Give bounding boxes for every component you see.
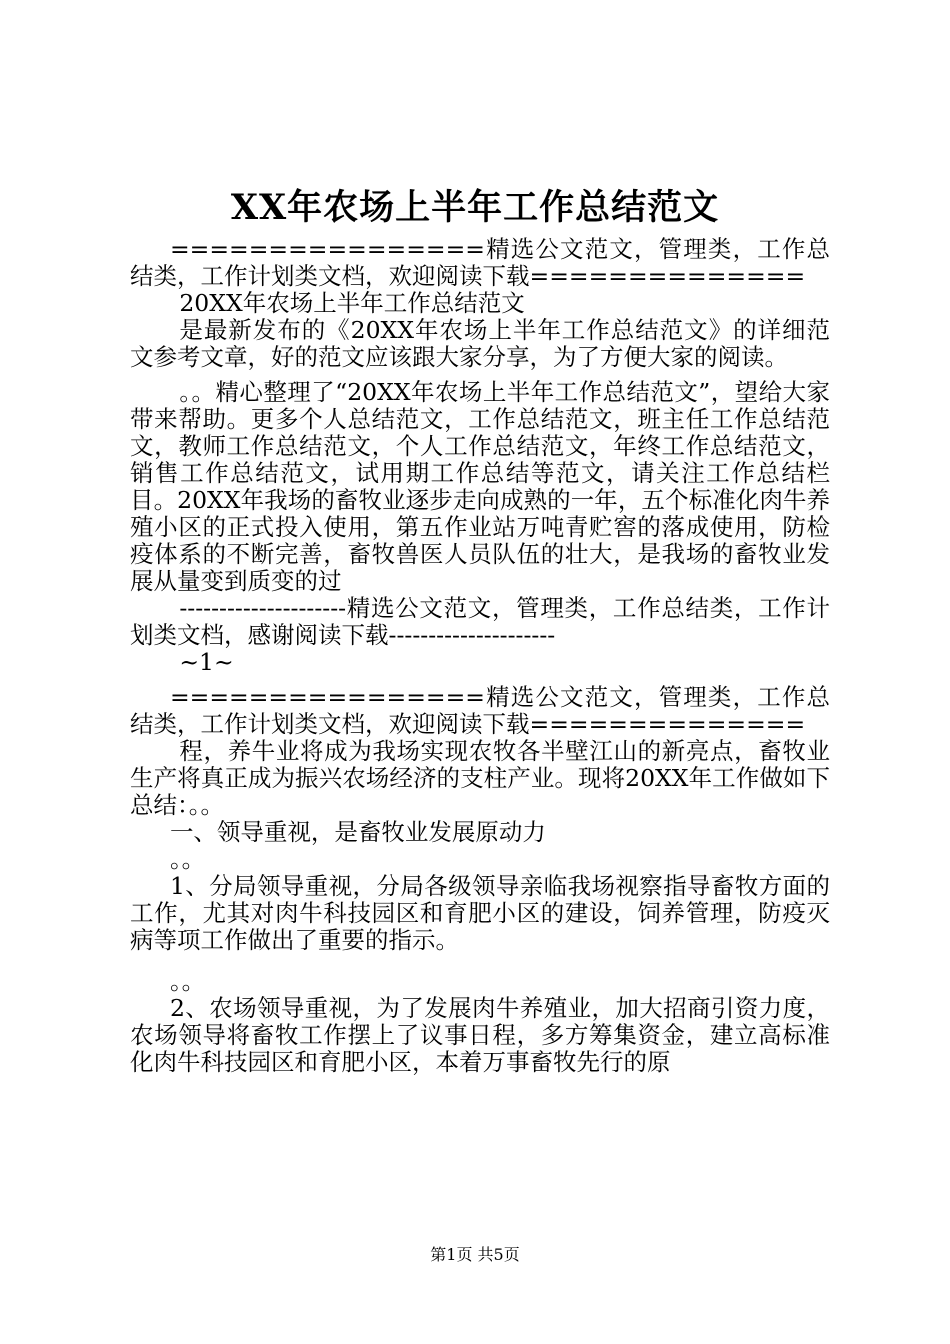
header-banner: ================精选公文范文，管理类，工作总结类，工作计划类文档，欢迎阅读下载============== <box>130 235 830 290</box>
subtitle-line: 20XX年农场上半年工作总结范文 <box>179 289 525 317</box>
document-body <box>130 236 830 1076</box>
body-paragraph: 2、农场领导重视，为了发展肉牛养殖业，加大招商引资力度，农场领导将畜牧工作摆上了议事日程，多方筹集资金，建立高标准化肉牛科技园区和育肥小区，本着万事畜牧先行的原 <box>130 994 830 1076</box>
ellipsis-line: 。。 <box>169 845 206 873</box>
document-title: XX年农场上半年工作总结范文 <box>230 187 720 228</box>
section-heading: 一、领导重视，是畜牧业发展原动力 <box>169 818 546 846</box>
intro-paragraph: 是最新发布的《20XX年农场上半年工作总结范文》的详细范文参考文章，好的范文应该跟大家分享，为了方便大家的阅读。 <box>130 316 830 371</box>
header-banner: ================精选公文范文，管理类，工作总结类，工作计划类文档，欢迎阅读下载============== <box>130 683 830 738</box>
ellipsis-line: 。。 <box>169 967 206 995</box>
page-footer: 第1页 共5页 <box>430 1245 520 1264</box>
body-paragraph: 程，养牛业将成为我场实现农牧各半壁江山的新亮点，畜牧业生产将真正成为振兴农场经济的支柱产业。现将20XX年工作做如下总结：。。 <box>130 737 830 819</box>
body-paragraph: 。。精心整理了“20XX年农场上半年工作总结范文”，望给大家带来帮助。更多个人总结范文，工作总结范文，班主任工作总结范文，教师工作总结范文，个人工作总结范文，年终工作总结范文，销售工作总结范文，试用期工作总结等范文，请关注工作总结栏目。20XX年我场的畜牧业逐步走向成熟的一年，五个标准化肉牛养殖小区的正式投入使用，第五作业站万吨青贮窖的落成使用，防检疫体系的不断完善，畜牧兽医人员队伍的壮大，是我场的畜牧业发展从量变到质变的过 <box>130 378 830 595</box>
page-marker: ~1~ <box>179 648 234 676</box>
footer-banner: ---------------------精选公文范文，管理类，工作总结类，工作计划类文档，感谢阅读下载--------------------- <box>130 594 830 649</box>
body-paragraph: 1、分局领导重视，分局各级领导亲临我场视察指导畜牧方面的工作，尤其对肉牛科技园区和育肥小区的建设，饲养管理，防疫灭病等项工作做出了重要的指示。 <box>130 872 830 954</box>
